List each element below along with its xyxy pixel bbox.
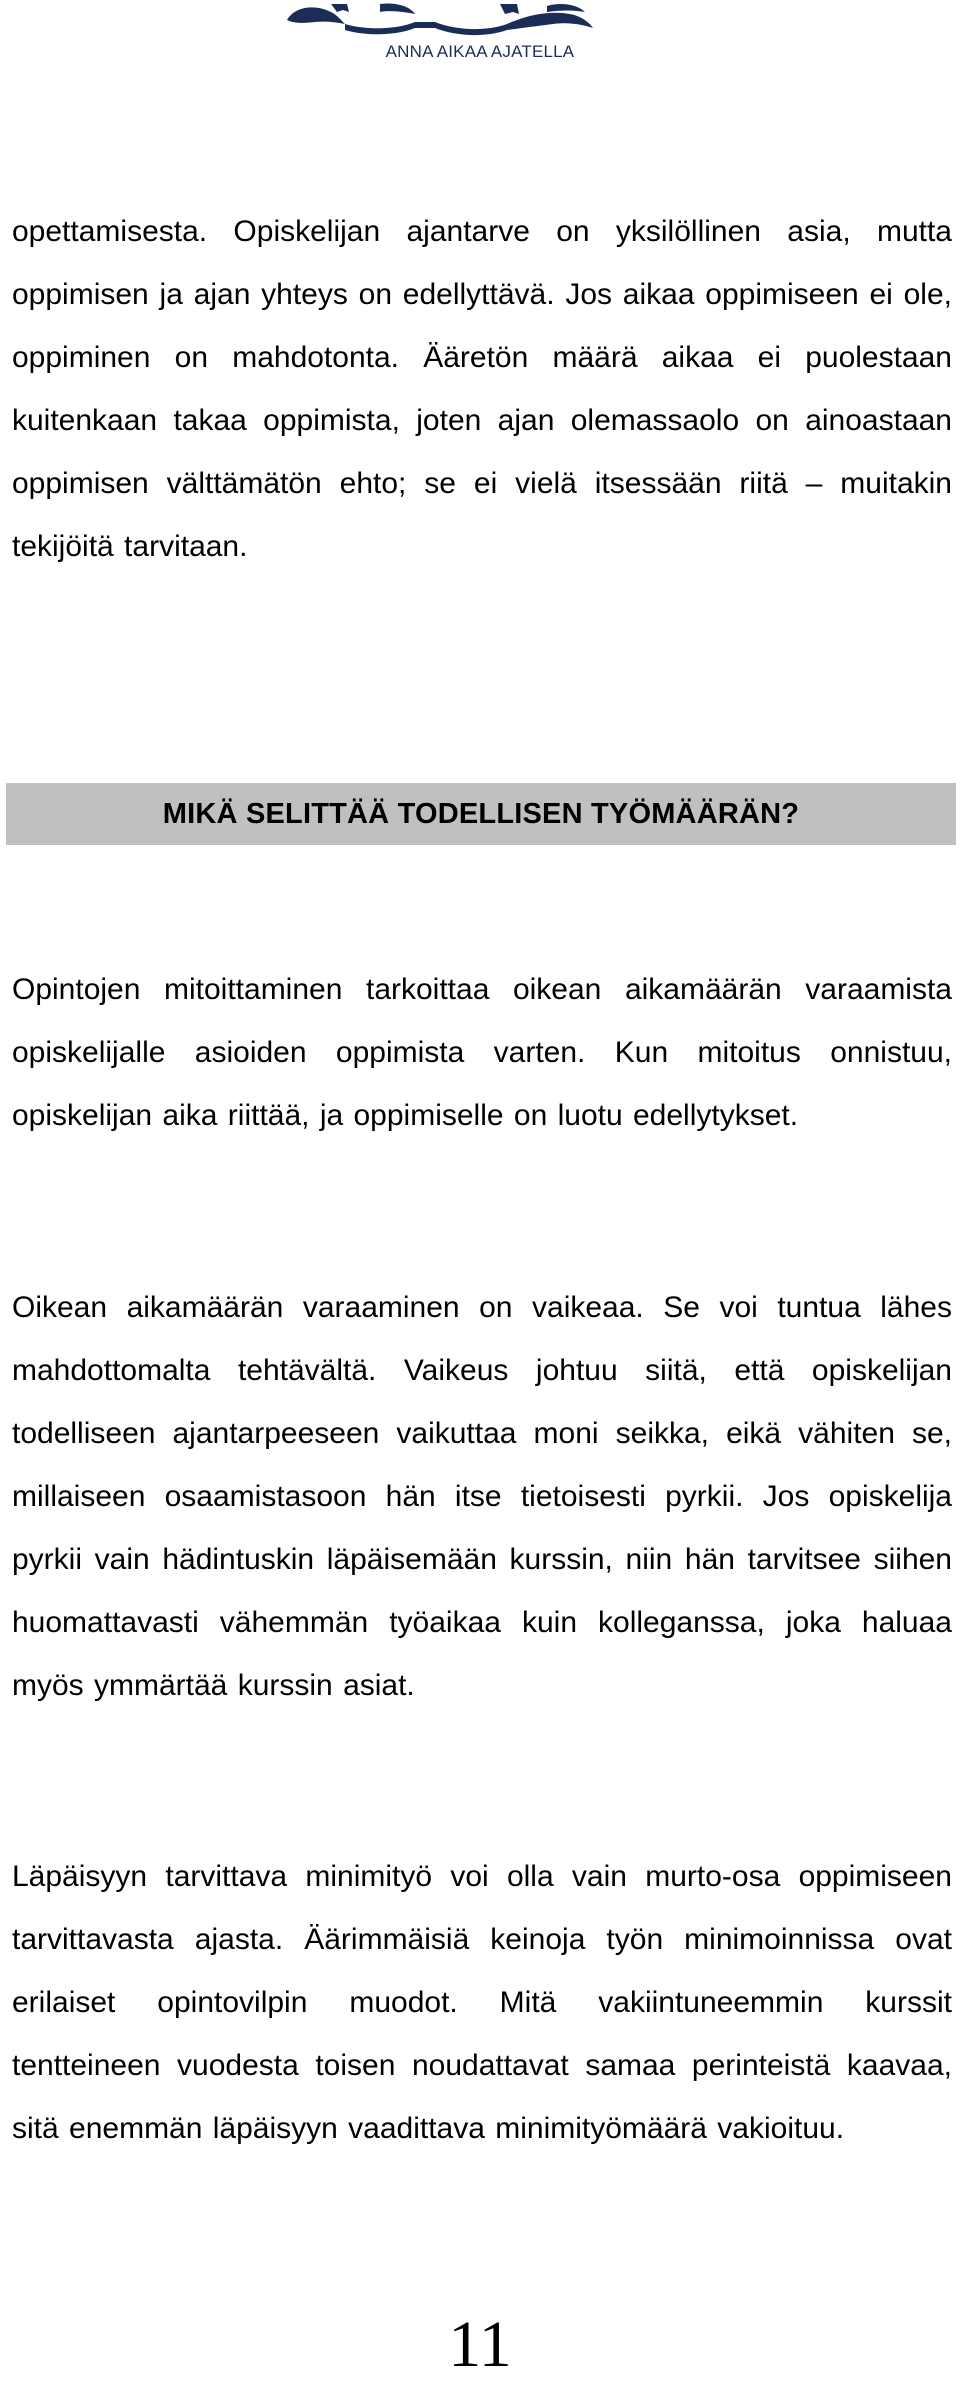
logo-text (0, 42, 960, 62)
page-number: 11 (448, 2308, 512, 2381)
section-heading: MIKÄ SELITTÄÄ TODELLISEN TYÖMÄÄRÄN? (162, 798, 800, 830)
section-heading-bar (6, 783, 956, 845)
paragraph-2: Opintojen mitoittaminen tarkoittaa oikean aikamäärän varaamista opiskelijalle asioiden oppimista varten. Kun mitoitus onnistuu, opiskelijan aika riittää, ja oppimiselle on luotu edellytykset. (12, 973, 952, 1132)
logo-caption: ANNA AIKAA AJATELLA (385, 42, 575, 61)
page-header (0, 0, 960, 70)
paragraph-3: Oikean aikamäärän varaaminen on vaikeaa. Se voi tuntua lähes mahdottomalta tehtävältä. Vaikeus johtuu siitä, että opiskelijan todelliseen ajantarpeeseen vaikuttaa moni seikka, eikä vähiten se, millaiseen osaamistasoon hän itse tietoisesti pyrkii. Jos opiskelija pyrkii vain hädintuskin läpäisemään kurssin, niin hän tarvitsee siihen huomattavasti vähemmän työaikaa kuin kolleganssa, joka haluaa myös ymmärtää kurssin asiat. (12, 1291, 952, 1702)
paragraph-1: opettamisesta. Opiskelijan ajantarve on yksilöllinen asia, mutta oppimisen ja ajan yhteys on edellyttävä. Jos aikaa oppimiseen ei ole, oppiminen on mahdotonta. Ääretön määrä aikaa ei puolestaan kuitenkaan takaa oppimista, joten ajan olemassaolo on ainoastaan oppimisen välttämätön ehto; se ei vielä itsessään riitä – muitakin tekijöitä tarvitaan. (12, 215, 952, 563)
paragraph-4: Läpäisyyn tarvittava minimityö voi olla vain murto-osa oppimiseen tarvittavasta ajasta. Äärimmäisiä keinoja työn minimoinnissa ovat erilaiset opintovilpin muodot. Mitä vakiintuneemmin kurssit tentteineen vuodesta toisen noudattavat samaa perinteistä kaavaa, sitä enemmän läpäisyyn vaadittava minimityömäärä vakioituu. (12, 1860, 952, 2145)
logo-wave-icon (285, 0, 595, 40)
